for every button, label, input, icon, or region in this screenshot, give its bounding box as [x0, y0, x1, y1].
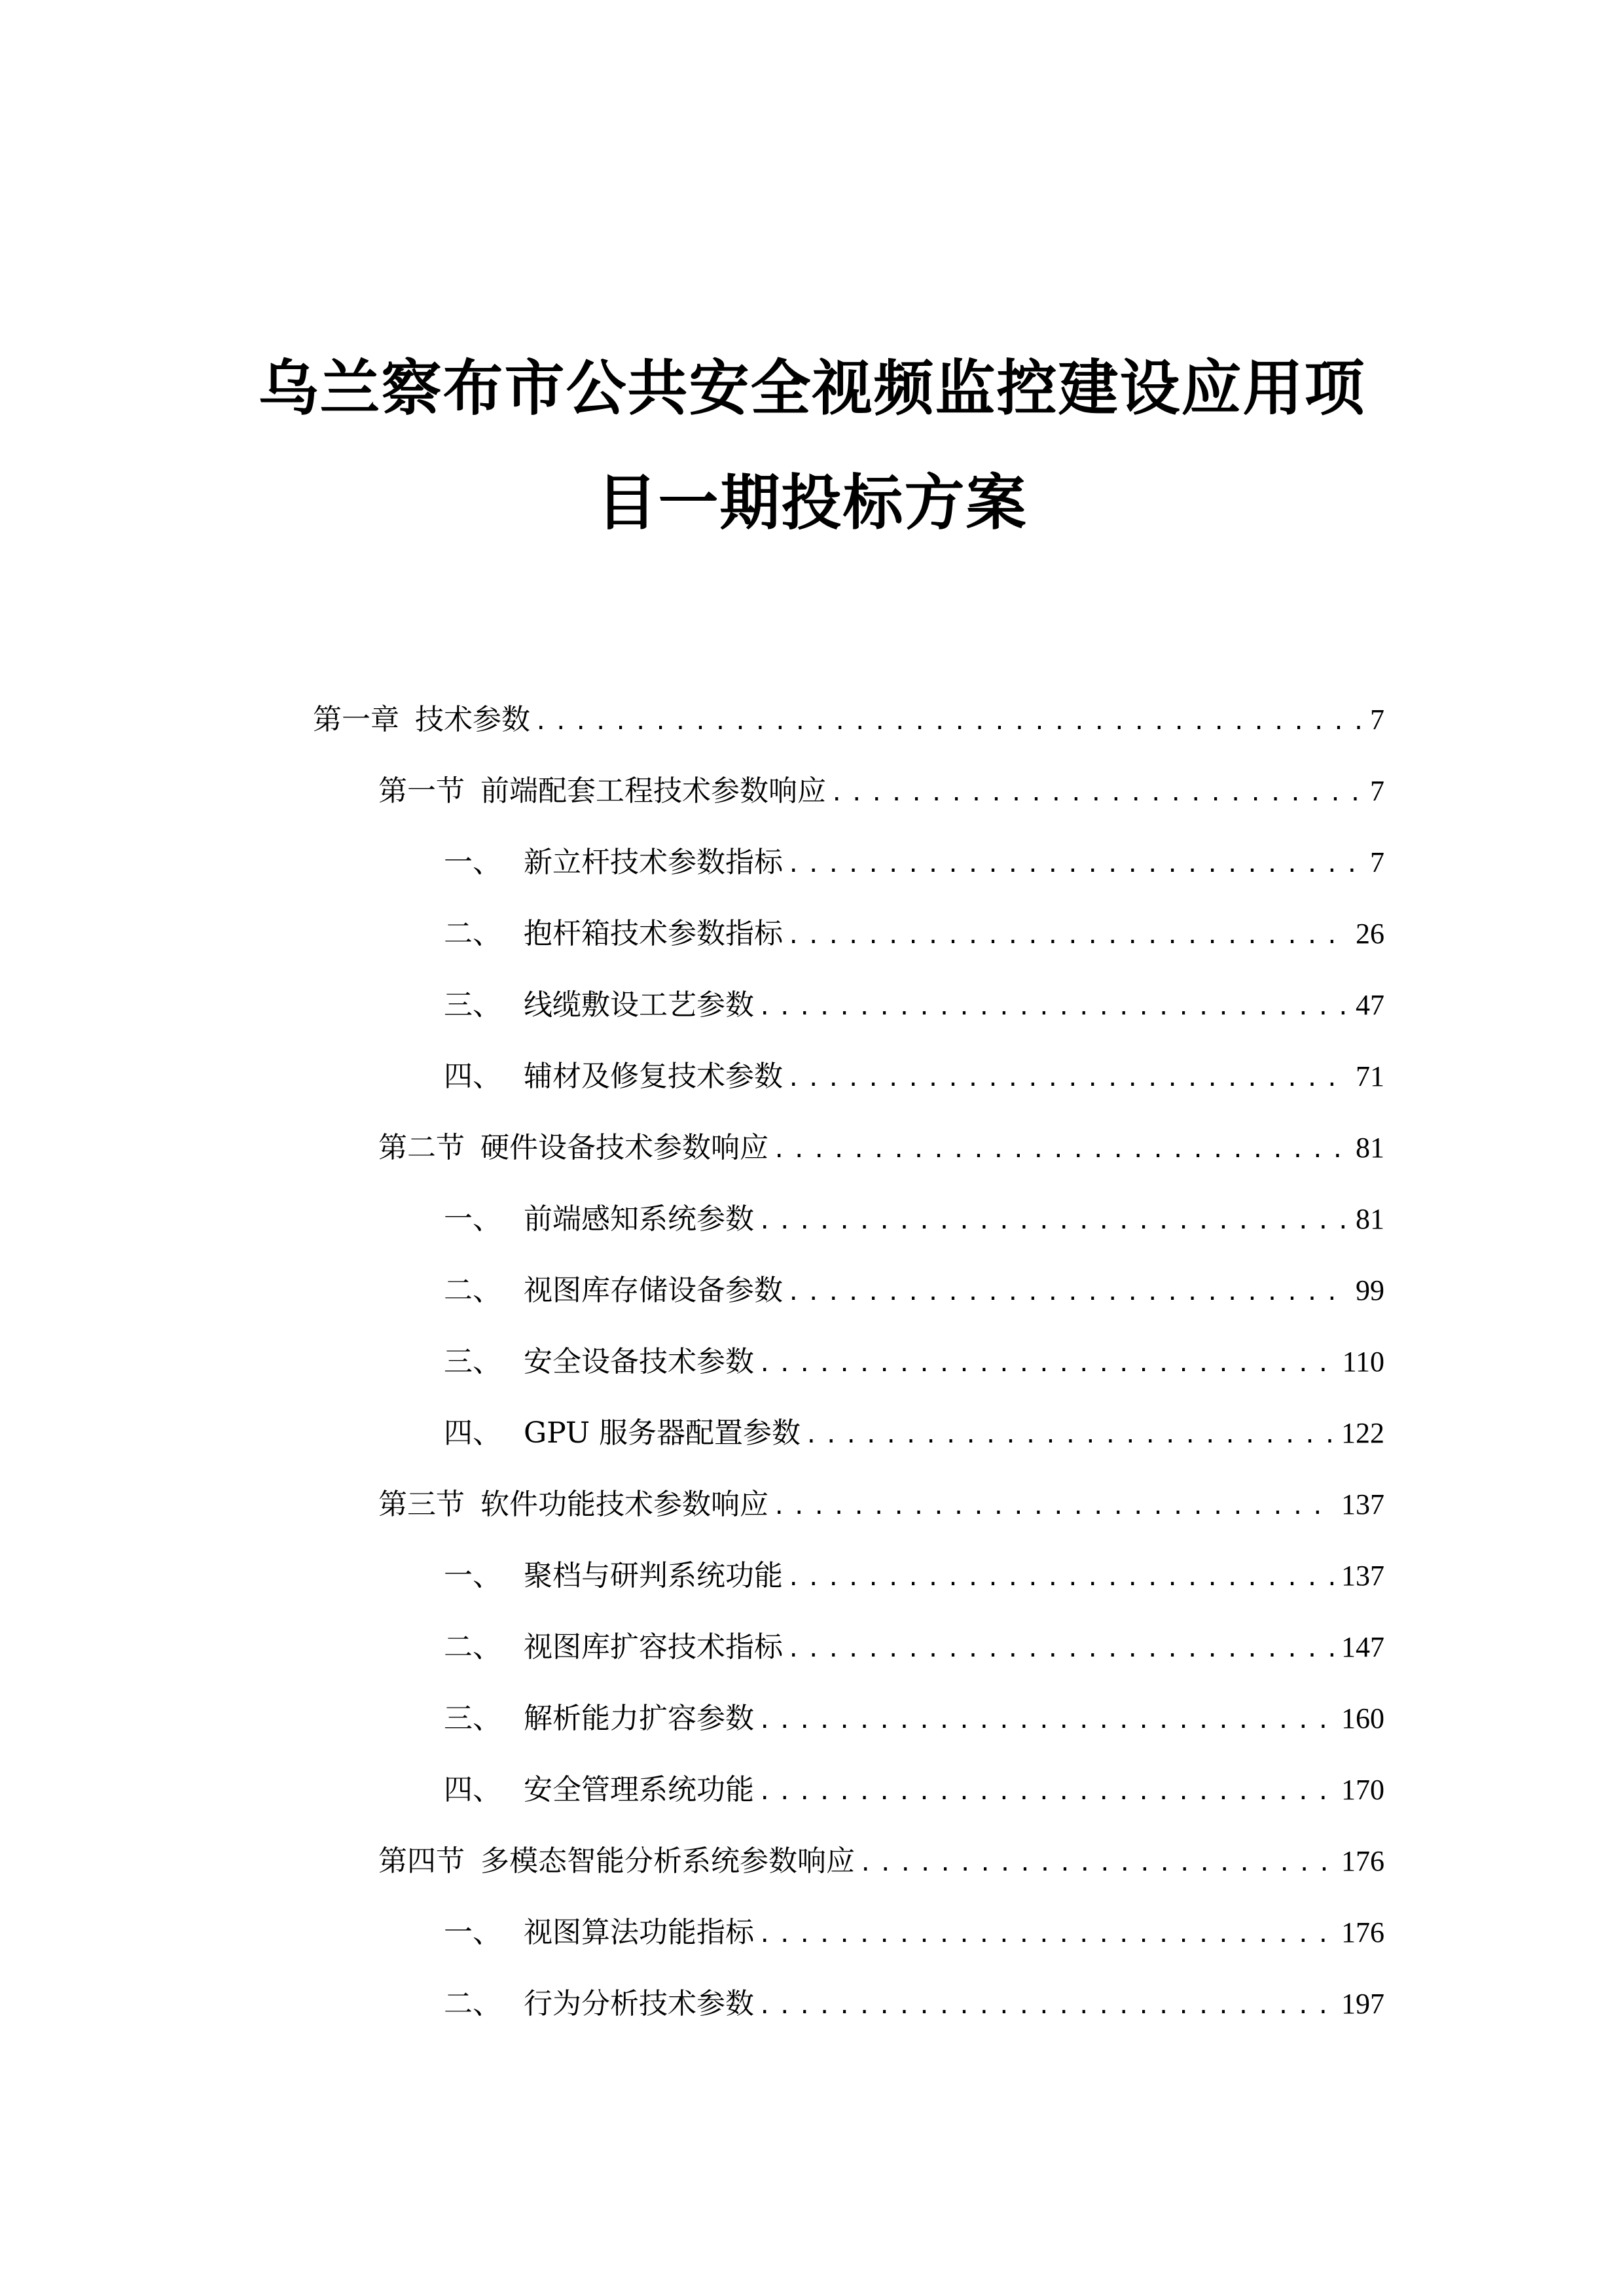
toc-section[interactable]: [378, 1128, 1384, 1168]
toc-item[interactable]: [444, 1984, 1384, 2024]
toc-number: 第一章: [313, 703, 399, 736]
toc-leader-dots: [787, 1273, 1349, 1312]
toc-leader-dots: [772, 1487, 1335, 1526]
toc-label: 抱杆箱技术参数指标: [524, 917, 783, 950]
toc-page-number: 160: [1341, 1702, 1384, 1734]
toc-item[interactable]: [444, 843, 1384, 882]
toc-leader-dots: [787, 1558, 1335, 1598]
toc-item[interactable]: [444, 1628, 1384, 1667]
toc-section[interactable]: [378, 1842, 1384, 1881]
toc-page-number: 81: [1356, 1203, 1384, 1235]
toc-label: 视图算法功能指标: [524, 1916, 754, 1949]
toc-number: 一、: [444, 1559, 501, 1592]
toc-page-number: 137: [1341, 1488, 1384, 1520]
toc-number: 四、: [444, 1773, 501, 1806]
toc-label: 解析能力扩容参数: [524, 1702, 754, 1735]
toc-item[interactable]: [444, 1556, 1384, 1596]
toc-page-number: 170: [1341, 1774, 1384, 1806]
toc-number: 三、: [444, 988, 501, 1022]
toc-item[interactable]: [444, 1200, 1384, 1239]
toc-label: 视图库扩容技术指标: [524, 1630, 783, 1664]
toc-leader-dots: [758, 1344, 1336, 1384]
toc-number: 四、: [444, 1416, 501, 1450]
toc-label: 辅材及修复技术参数: [524, 1060, 783, 1093]
toc-leader-dots: [758, 1915, 1335, 1954]
toc-page-number: 81: [1356, 1132, 1384, 1164]
toc-leader-dots: [758, 1772, 1335, 1812]
toc-item[interactable]: [444, 914, 1384, 954]
toc-number: 二、: [444, 1987, 501, 2020]
toc-page-number: 110: [1342, 1346, 1384, 1378]
toc-label: 多模态智能分析系统参数响应: [480, 1844, 855, 1878]
toc-page-number: 99: [1356, 1274, 1384, 1306]
toc-item[interactable]: [444, 1699, 1384, 1738]
toc-number: 二、: [444, 917, 501, 950]
toc-page-number: 176: [1341, 1845, 1384, 1877]
toc-page-number: 47: [1356, 989, 1384, 1021]
toc-number: 一、: [444, 1202, 501, 1236]
toc-label: 前端配套工程技术参数响应: [480, 774, 826, 808]
toc-label: 安全设备技术参数: [524, 1345, 754, 1378]
toc-label: 视图库存储设备参数: [524, 1274, 783, 1307]
toc-item[interactable]: [444, 1770, 1384, 1810]
toc-page-number: 7: [1370, 704, 1384, 736]
toc-number: 三、: [444, 1702, 501, 1735]
toc-label: 聚档与研判系统功能: [524, 1559, 783, 1592]
toc-item[interactable]: [444, 1271, 1384, 1310]
toc-item[interactable]: [444, 1913, 1384, 1952]
toc-number: 二、: [444, 1274, 501, 1307]
document-title-line-2: 目一期投标方案: [596, 468, 1028, 538]
toc-page-number: 147: [1341, 1631, 1384, 1663]
toc-label: 软件功能技术参数响应: [480, 1488, 768, 1521]
toc-label: 行为分析技术参数: [524, 1987, 754, 2020]
toc-leader-dots: [758, 1701, 1335, 1740]
toc-leader-dots: [772, 1130, 1349, 1170]
toc-page-number: 7: [1370, 775, 1384, 807]
toc-page-number: 26: [1356, 918, 1384, 950]
toc-item[interactable]: [444, 1342, 1384, 1382]
toc-leader-dots: [787, 916, 1349, 956]
toc-leader-dots: [758, 988, 1349, 1027]
toc-leader-dots: [804, 1416, 1335, 1455]
document-title-line-1: 乌兰察布市公共安全视频监控建设应用项: [258, 353, 1366, 423]
toc-number: 三、: [444, 1345, 501, 1378]
toc-chapter[interactable]: [313, 700, 1384, 740]
toc-page-number: 7: [1370, 846, 1384, 878]
toc-label: GPU 服务器配置参数: [524, 1416, 801, 1450]
toc-leader-dots: [758, 1202, 1349, 1241]
toc-leader-dots: [758, 1986, 1335, 2026]
toc-item[interactable]: [444, 986, 1384, 1025]
toc-leader-dots: [787, 1630, 1335, 1669]
toc-number: 一、: [444, 846, 501, 879]
toc-number: 第三节: [378, 1488, 465, 1521]
toc-number: 第一节: [378, 774, 465, 808]
toc-section[interactable]: [378, 772, 1384, 811]
toc-label: 硬件设备技术参数响应: [480, 1131, 768, 1164]
toc-label: 新立杆技术参数指标: [524, 846, 783, 879]
toc-leader-dots: [830, 774, 1363, 813]
toc-label: 安全管理系统功能: [524, 1773, 754, 1806]
toc-leader-dots: [859, 1844, 1335, 1883]
toc-page-number: 197: [1341, 1988, 1384, 2020]
toc-page-number: 176: [1341, 1916, 1384, 1948]
toc-item[interactable]: [444, 1057, 1384, 1096]
toc-label: 技术参数: [415, 703, 530, 736]
toc-section[interactable]: [378, 1485, 1384, 1524]
toc-page-number: 71: [1356, 1060, 1384, 1092]
toc-leader-dots: [787, 845, 1363, 884]
toc-number: 二、: [444, 1630, 501, 1664]
toc-number: 第四节: [378, 1844, 465, 1878]
toc-number: 第二节: [378, 1131, 465, 1164]
toc-item[interactable]: [444, 1414, 1384, 1453]
toc-number: 四、: [444, 1060, 501, 1093]
toc-page-number: 122: [1341, 1417, 1384, 1449]
toc-page-number: 137: [1341, 1560, 1384, 1592]
toc-leader-dots: [534, 702, 1363, 742]
toc-label: 线缆敷设工艺参数: [524, 988, 754, 1022]
toc-leader-dots: [787, 1059, 1349, 1098]
toc-label: 前端感知系统参数: [524, 1202, 754, 1236]
toc-number: 一、: [444, 1916, 501, 1949]
